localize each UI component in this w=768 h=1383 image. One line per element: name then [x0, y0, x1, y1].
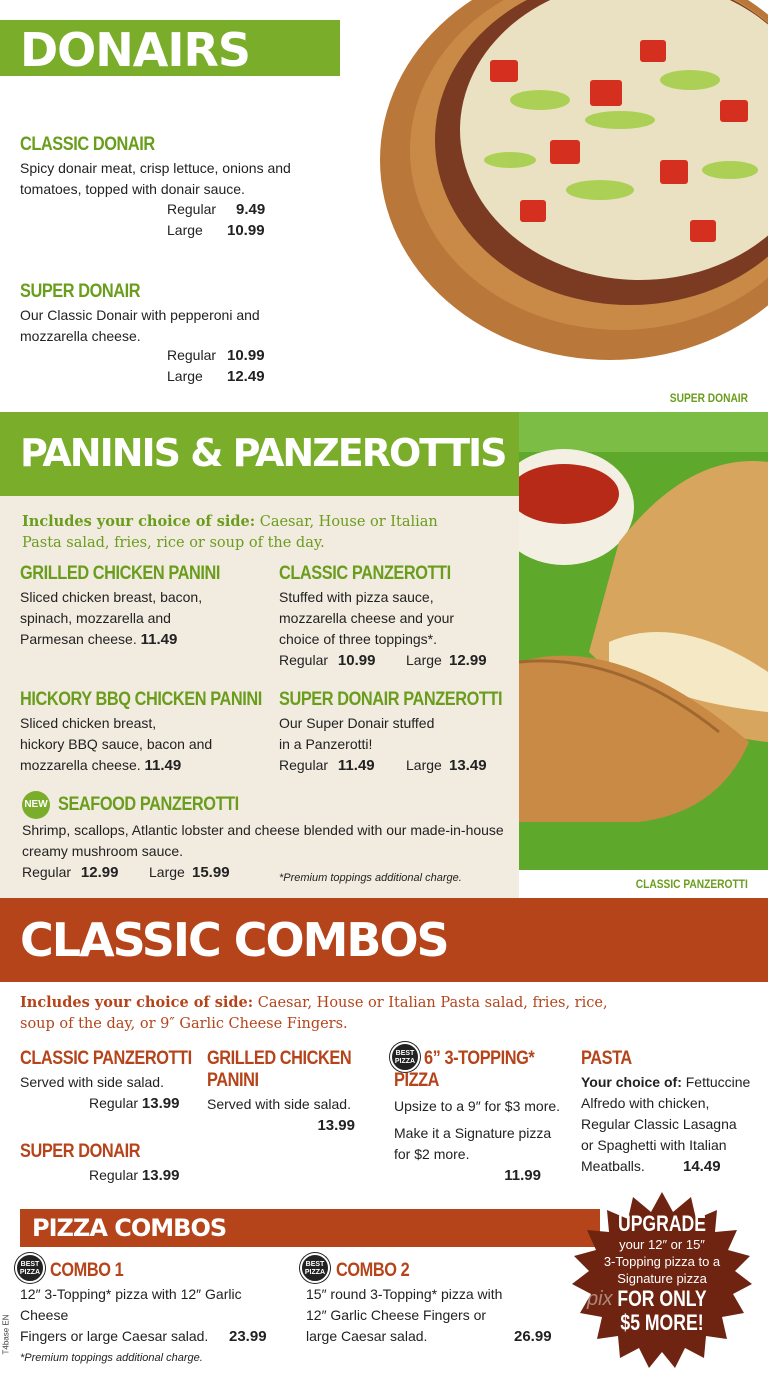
classic-donair-item: CLASSIC DONAIR Spicy donair meat, crisp lettuce, onions and tomatoes, topped with donair sauce. [20, 134, 340, 200]
paninis-intro: Includes your choice of side: Caesar, House or Italian Pasta salad, fries, rice or soup of the day. [22, 513, 438, 551]
super-donair-item: SUPER DONAIR Our Classic Donair with pepperoni and mozzarella cheese. [20, 281, 340, 347]
best-pizza-badge: BEST PIZZA [390, 1042, 420, 1072]
grilled-chicken-panini-item: GRILLED CHICKEN PANINI Sliced chicken breast, bacon, spinach, mozzarella and Parmesan cheese. 11.49 [20, 563, 270, 650]
price: 13.99 [141, 1167, 180, 1184]
price: 23.99 [229, 1328, 267, 1345]
item-name: CLASSIC DONAIR [20, 134, 155, 155]
combo-super-donair: SUPER DONAIR Regular 13.99 [20, 1141, 180, 1184]
best-pizza-badge: BEST PIZZA [15, 1253, 45, 1283]
item-name: GRILLED CHICKEN [207, 1048, 352, 1069]
seafood-panzerotti-item: SEAFOOD PANZEROTTI Shrimp, scallops, Atlantic lobster and cheese blended with our made-in-house creamy mushroom sauce. Regular 12.99 Large 15.99 [22, 794, 504, 881]
price: 13.99 [317, 1117, 355, 1134]
combo-grilled-chicken-panini: GRILLED CHICKEN PANINI Served with side salad. 13.99 [207, 1048, 382, 1136]
price: 13.49 [449, 757, 487, 774]
photo-caption: SUPER DONAIR [669, 391, 748, 405]
item-name: CLASSIC PANZEROTTI [20, 1048, 192, 1069]
price: 10.99 [227, 347, 265, 364]
combo-classic-panzerotti: CLASSIC PANZEROTTI Served with side salad. Regular 13.99 [20, 1048, 192, 1112]
upgrade-title: UPGRADE [617, 1211, 706, 1236]
price: 15.99 [192, 864, 230, 881]
watermark: menupix [537, 1288, 613, 1310]
combo-pasta: PASTA Your choice of: Fettuccine Alfredo with chicken, Regular Classic Lasagna or Spaghetti with Italian Meatballs. 14.49 [581, 1048, 751, 1175]
donairs-heading: DONAIRS [20, 23, 251, 77]
item-name: COMBO 1 [50, 1260, 124, 1281]
price: 10.99 [337, 652, 376, 669]
price: 12.99 [449, 652, 487, 669]
paninis-heading: PANINIS & PANZEROTTIS [20, 431, 506, 475]
upgrade-starburst: UPGRADE your 12″ or 15″ 3-Topping pizza to a Signature pizza FOR ONLY $5 MORE! [572, 1190, 752, 1370]
photo-caption: CLASSIC PANZEROTTI [635, 877, 748, 891]
item-name: CLASSIC PANZEROTTI [279, 563, 451, 584]
item-name: HICKORY BBQ CHICKEN PANINI [20, 689, 262, 710]
item-name: COMBO 2 [336, 1260, 410, 1281]
pizza-combos-heading: PIZZA COMBOS [32, 1214, 227, 1242]
side-code: T4base EN [1, 1314, 11, 1355]
premium-note: *Premium toppings additional charge. [279, 872, 462, 884]
price: 12.99 [80, 864, 119, 881]
hickory-bbq-panini-item: HICKORY BBQ CHICKEN PANINI Sliced chicken breast, hickory BBQ sauce, bacon and mozzarella cheese. 11.49 [20, 689, 262, 774]
price: 11.49 [144, 757, 182, 774]
classic-panzerotti-item: CLASSIC PANZEROTTI Stuffed with pizza sauce, mozzarella cheese and your choice of three toppings*. Regular 10.99 Large 12.99 [279, 563, 487, 669]
best-pizza-badge: BEST PIZZA [300, 1253, 330, 1283]
item-name: SEAFOOD PANZEROTTI [58, 794, 239, 815]
combos-intro: Includes your choice of side: Caesar, House or Italian Pasta salad, fries, rice, soup of the day, or 9″ Garlic Cheese Fingers. [20, 994, 608, 1032]
super-donair-panzerotti-item: SUPER DONAIR PANZEROTTI Our Super Donair stuffed in a Panzerotti! Regular 11.49 Large 13.49 [279, 689, 503, 774]
price: 11.49 [337, 757, 375, 774]
item-name: SUPER DONAIR [20, 281, 141, 302]
item-name: PASTA [581, 1048, 632, 1069]
item-name: 6” 3-TOPPING* [424, 1048, 535, 1069]
combo-2: COMBO 2 15″ round 3-Topping* pizza with 12″ Garlic Cheese Fingers or large Caesar salad. 26.99 [306, 1260, 552, 1345]
price: 14.49 [683, 1158, 721, 1175]
price: 11.99 [504, 1167, 541, 1184]
price: 26.99 [514, 1328, 552, 1345]
combo-6in-pizza: 6” 3-TOPPING* PIZZA Upsize to a 9″ for $3 more. Make it a Signature pizza for $2 more. 11.99 [394, 1048, 561, 1184]
combos-heading: CLASSIC COMBOS [20, 913, 448, 967]
price: 12.49 [227, 368, 265, 385]
combo-1: COMBO 1 12″ 3-Topping* pizza with 12″ Garlic Cheese Fingers or large Caesar salad. 23.99 [20, 1260, 267, 1345]
item-name: SUPER DONAIR [20, 1141, 141, 1162]
item-name: SUPER DONAIR PANZEROTTI [279, 689, 503, 710]
price: 9.49 [236, 201, 266, 218]
classic-panzerotti-photo [519, 412, 768, 870]
price: 13.99 [141, 1095, 180, 1112]
price: 11.49 [140, 631, 178, 648]
price: 10.99 [227, 222, 265, 239]
premium-note: *Premium toppings additional charge. [20, 1352, 203, 1364]
super-donair-photo [340, 0, 768, 385]
new-badge: NEW [22, 791, 50, 819]
item-name: GRILLED CHICKEN PANINI [20, 563, 220, 584]
